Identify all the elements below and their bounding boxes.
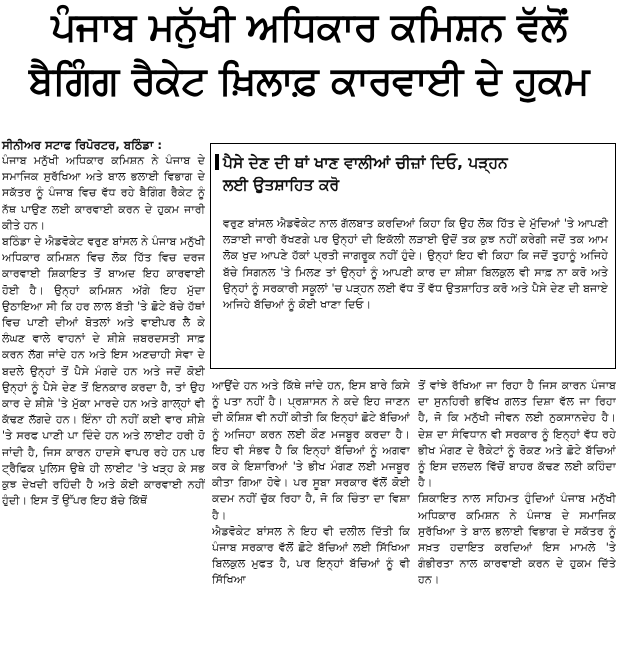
- article-column-left: ਪੰਜਾਬ ਮਨੁੱਖੀ ਅਧਿਕਾਰ ਕਮਿਸ਼ਨ ਨੇ ਪੰਜਾਬ ਦੇ ਸਮਾਜਿਕ ਸੁਰੱਖਿਆ ਅਤੇ ਬਾਲ ਭਲਾਈ ਵਿਭਾਗ ਦੇ ਸਕੱਤਰ ਨੂੰ ਪੰਜਾਬ ਵਿਚ ਵੱਧ ਰਹੇ ਬੈਗਿੰਗ ਰੈਕੇਟ ਨੂੰ ਨੱਥ ਪਾਉਣ ਲਈ ਕਾਰਵਾਈ ਕਰਨ ਦੇ ਹੁਕਮ ਜਾਰੀ ਕੀਤੇ ਹਨ। ਬਠਿੰਡਾ ਦੇ ਐਡਵੋਕੇਟ ਵਰੁਣ ਬਾਂਸਲ ਨੇ ਪੰਜਾਬ ਮਨੁੱਖੀ ਅਧਿਕਾਰ ਕਮਿਸ਼ਨ ਵਿਚ ਲੋਕ ਹਿੱਤ ਵਿਚ ਦਰਜ ਕਾਰਵਾਈ ਸ਼ਿਕਾਇਤ ਤੋਂ ਬਾਅਦ ਇਹ ਕਾਰਵਾਈ ਹੋਈ ਹੈ। ਉਨ੍ਹਾਂ ਕਮਿਸ਼ਨ ਅੱਗੇ ਇਹ ਮੁੱਦਾ ਉਠਾਇਆ ਸੀ ਕਿ ਹਰ ਲਾਲ ਬੱਤੀ 'ਤੇ ਛੋਟੇ ਬੱਚੇ ਹੱਥਾਂ ਵਿਚ ਪਾਣੀ ਦੀਆਂ ਬੋਤਲਾਂ ਅਤੇ ਵਾਈਪਰ ਲੈ ਕੇ ਲੰਘਣ ਵਾਲੇ ਵਾਹਨਾਂ ਦੇ ਸ਼ੀਸ਼ੇ ਜ਼ਬਰਦਸਤੀ ਸਾਫ਼ ਕਰਨ ਲੱਗ ਜਾਂਦੇ ਹਨ ਅਤੇ ਇਸ ਅਣਚਾਹੀ ਸੇਵਾ ਦੇ ਬਦਲੇ ਉਨ੍ਹਾਂ ਤੋਂ ਪੈਸੇ ਮੰਗਦੇ ਹਨ ਅਤੇ ਜਦੋਂ ਕੋਈ ਉਨ੍ਹਾਂ ਨੂੰ ਪੈਸੇ ਦੇਣ ਤੋਂ ਇਨਕਾਰ ਕਰਦਾ ਹੈ, ਤਾਂ ਉਹ ਕਾਰ ਦੇ ਸ਼ੀਸ਼ੇ 'ਤੇ ਮੁੱਕਾ ਮਾਰਦੇ ਹਨ ਅਤੇ ਗਾਲ੍ਹਾਂ ਵੀ ਕੱਢਣ ਲੱਗਦੇ ਹਨ। ਇੰਨਾ ਹੀ ਨਹੀਂ ਕਈ ਵਾਰ ਸ਼ੀਸ਼ੇ 'ਤੇ ਸਰਫ ਪਾਣੀ ਪਾ ਦਿੰਦੇ ਹਨ ਅਤੇ ਲਾਈਟ ਹਰੀ ਹੋ ਜਾਂਦੀ ਹੈ, ਜਿਸ ਕਾਰਨ ਹਾਦਸੇ ਵਾਪਰ ਰਹੇ ਹਨ ਪਰ ਟ੍ਰੈਫਿਕ ਪੁਲਿਸ ਉਥੇ ਹੀ ਲਾਈਟ 'ਤੇ ਖੜ੍ਹ ਕੇ ਸਭ ਕੁਝ ਦੇਖਦੀ ਰਹਿੰਦੀ ਹੈ ਅਤੇ ਕੋਈ ਕਾਰਵਾਈ ਨਹੀਂ ਹੁੰਦੀ। ਇਸ ਤੋਂ ਉੱਪਰ ਇਹ ਬੱਚੇ ਕਿੱਥੋਂ: [2, 154, 205, 508]
- article-column-middle: ਆਉਂਦੇ ਹਨ ਅਤੇ ਕਿੱਥੇ ਜਾਂਦੇ ਹਨ, ਇਸ ਬਾਰੇ ਕਿਸੇ ਨੂੰ ਪਤਾ ਨਹੀਂ ਹੈ। ਪ੍ਰਸ਼ਾਸਨ ਨੇ ਕਦੇ ਇਹ ਜਾਣਨ ਦੀ ਕੋਸ਼ਿਸ਼ ਵੀ ਨਹੀਂ ਕੀਤੀ ਕਿ ਇਨ੍ਹਾਂ ਛੋਟੇ ਬੱਚਿਆਂ ਨੂੰ ਅਜਿਹਾ ਕਰਨ ਲਈ ਕੌਣ ਮਜਬੂਰ ਕਰਦਾ ਹੈ। ਇਹ ਵੀ ਸੰਭਵ ਹੈ ਕਿ ਇਨ੍ਹਾਂ ਬੱਚਿਆਂ ਨੂੰ ਅਗਵਾ ਕਰ ਕੇ ਇਸ਼ਾਰਿਆਂ 'ਤੇ ਭੀਖ ਮੰਗਣ ਲਈ ਮਜਬੂਰ ਕੀਤਾ ਗਿਆ ਹੋਵੇ। ਪਰ ਸੂਬਾ ਸਰਕਾਰ ਵੱਲੋਂ ਕੋਈ ਕਦਮ ਨਹੀਂ ਚੁੱਕ ਰਿਹਾ ਹੈ, ਜੋ ਕਿ ਚਿੰਤਾ ਦਾ ਵਿਸ਼ਾ ਹੈ। ਐਡਵੋਕੇਟ ਬਾਂਸਲ ਨੇ ਇਹ ਵੀ ਦਲੀਲ ਦਿੱਤੀ ਕਿ ਪੰਜਾਬ ਸਰਕਾਰ ਵੱਲੋਂ ਛੋਟੇ ਬੱਚਿਆਂ ਲਈ ਸਿੱਖਿਆ ਬਿਲਕੁਲ ਮੁਫਤ ਹੈ, ਪਰ ਇਨ੍ਹਾਂ ਬੱਚਿਆਂ ਨੂੰ ਵੀ ਸਿੱਖਿਆ: [212, 379, 410, 587]
- article-column-right: ਤੋਂ ਵਾਂਝੇ ਰੱਖਿਆ ਜਾ ਰਿਹਾ ਹੈ ਜਿਸ ਕਾਰਨ ਪੰਜਾਬ ਦਾ ਸੁਨਹਿਰੀ ਭਵਿੱਖ ਗਲਤ ਦਿਸ਼ਾ ਵੱਲ ਜਾ ਰਿਹਾ ਹੈ, ਜੋ ਕਿ ਮਨੁੱਖੀ ਜੀਵਨ ਲਈ ਨੁਕਸਾਨਦੇਹ ਹੈ। ਦੇਸ਼ ਦਾ ਸੰਵਿਧਾਨ ਵੀ ਸਰਕਾਰ ਨੂੰ ਇਨ੍ਹਾਂ ਵੱਧ ਰਹੇ ਭੀਖ ਮੰਗਣ ਦੇ ਰੈਕੇਟਾਂ ਨੂੰ ਰੋਕਣ ਅਤੇ ਛੋਟੇ ਬੱਚਿਆਂ ਨੂੰ ਇਸ ਦਲਦਲ ਵਿੱਚੋਂ ਬਾਹਰ ਕੱਢਣ ਲਈ ਕਹਿੰਦਾ ਹੈ। ਸ਼ਿਕਾਇਤ ਨਾਲ ਸਹਿਮਤ ਹੁੰਦਿਆਂ ਪੰਜਾਬ ਮਨੁੱਖੀ ਅਧਿਕਾਰ ਕਮਿਸ਼ਨ ਨੇ ਪੰਜਾਬ ਦੇ ਸਮਾਜਿਕ ਸੁਰੱਖਿਆ ਤੇ ਬਾਲ ਭਲਾਈ ਵਿਭਾਗ ਦੇ ਸਕੱਤਰ ਨੂੰ ਸਖ਼ਤ ਹਦਾਇਤ ਕਰਦਿਆਂ ਇਸ ਮਾਮਲੇ 'ਤੇ ਗੰਭੀਰਤਾ ਨਾਲ ਕਾਰਵਾਈ ਕਰਨ ਦੇ ਹੁਕਮ ਦਿੱਤੇ ਹਨ।: [418, 379, 616, 587]
- headline-line-1: ਪੰਜਾਬ ਮਨੁੱਖੀ ਅਧਿਕਾਰ ਕਮਿਸ਼ਨ ਵੱਲੋਂ: [51, 5, 567, 50]
- highlight-box-title: ਪੈਸੇ ਦੇਣ ਦੀ ਥਾਂ ਖਾਣ ਵਾਲੀਆਂ ਚੀਜ਼ਾਂ ਦਿਓ, ਪੜ੍ਹਨ ਲਈ ਉਤਸ਼ਾਹਿਤ ਕਰੋ: [223, 154, 508, 194]
- highlight-box: [210, 143, 616, 369]
- headline-line-2: ਬੈਗਿੰਗ ਰੈਕੇਟ ਖ਼ਿਲਾਫ਼ ਕਾਰਵਾਈ ਦੇ ਹੁਕਮ: [28, 59, 590, 104]
- highlight-box-body: ਵਰੁਣ ਬਾਂਸਲ ਐਡਵੋਕੇਟ ਨਾਲ ਗੱਲਬਾਤ ਕਰਦਿਆਂ ਕਿਹਾ ਕਿ ਉਹ ਲੋਕ ਹਿੱਤ ਦੇ ਮੁੱਦਿਆਂ 'ਤੇ ਆਪਣੀ ਲੜਾਈ ਜਾਰੀ ਰੱਖਣਗੇ ਪਰ ਉਨ੍ਹਾਂ ਦੀ ਇਕੱਲੀ ਲੜਾਈ ਉਦੋਂ ਤਕ ਕੁਝ ਨਹੀਂ ਕਰੇਗੀ ਜਦੋਂ ਤਕ ਆਮ ਲੋਕ ਖੁਦ ਆਪਣੇ ਹੱਕਾਂ ਪ੍ਰਤੀ ਜਾਗਰੂਕ ਨਹੀਂ ਹੁੰਦੇ। ਉਨ੍ਹਾਂ ਇਹ ਵੀ ਕਿਹਾ ਕਿ ਜਦੋਂ ਤੁਹਾਨੂੰ ਅਜਿਹੇ ਬੱਚੇ ਸਿਗਨਲ 'ਤੇ ਮਿਲਣ ਤਾਂ ਉਨ੍ਹਾਂ ਨੂੰ ਆਪਣੀ ਕਾਰ ਦਾ ਸ਼ੀਸ਼ਾ ਬਿਲਕੁਲ ਵੀ ਸਾਫ਼ ਨਾ ਕਰੋ ਅਤੇ ਉਨ੍ਹਾਂ ਨੂੰ ਸਰਕਾਰੀ ਸਕੂਲਾਂ 'ਚ ਪੜ੍ਹਨ ਲਈ ਵੱਧ ਤੋਂ ਵੱਧ ਉਤਸ਼ਾਹਿਤ ਕਰੋ ਅਤੇ ਪੈਸੇ ਦੇਣ ਦੀ ਬਜਾਏ ਅਜਿਹੇ ਬੱਚਿਆਂ ਨੂੰ ਕੋਈ ਖਾਣਾ ਦਿਓ।: [223, 217, 608, 312]
- box-marker: [215, 154, 219, 170]
- byline: ਸੀਨੀਅਰ ਸਟਾਫ ਰਿਪੋਰਟਰ, ਬਠਿੰਡਾ :: [2, 138, 162, 152]
